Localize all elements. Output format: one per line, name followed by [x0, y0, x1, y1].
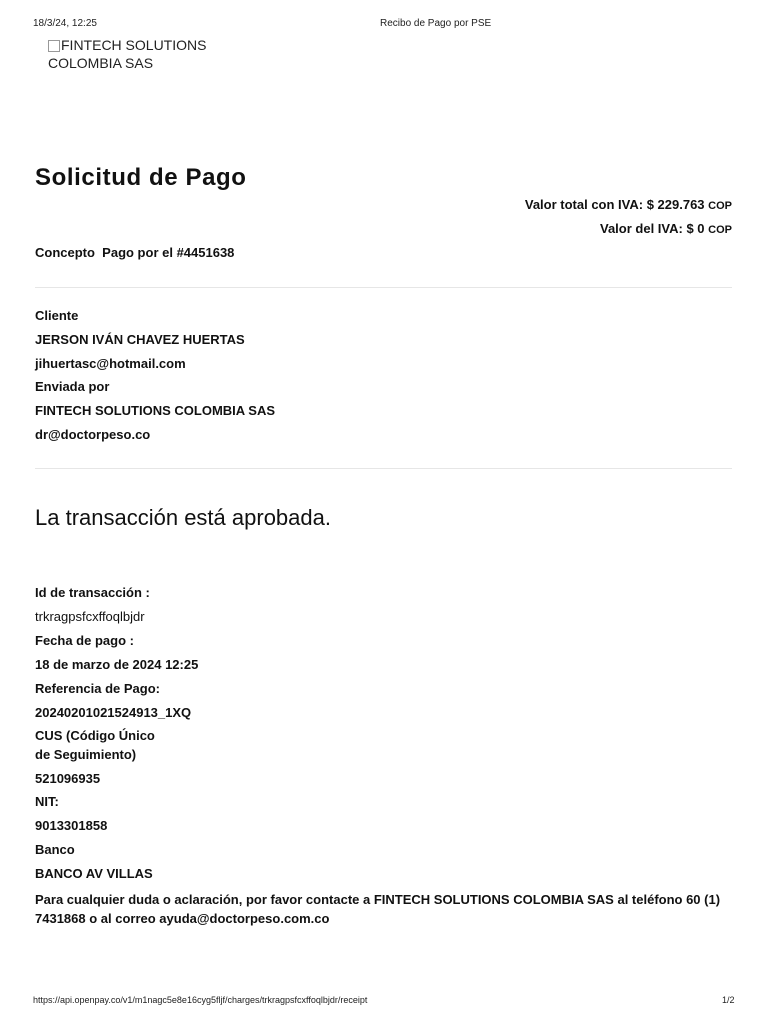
broken-image-icon — [48, 40, 60, 52]
iva-amount: Valor del IVA: $ 0 — [600, 221, 705, 236]
sender-label: Enviada por — [35, 379, 110, 394]
cus-label-line2: de Seguimiento) — [35, 747, 137, 762]
client-email: jihuertasc@hotmail.com — [35, 356, 186, 371]
divider — [35, 287, 732, 288]
print-footer-url: https://api.openpay.co/v1/m1nagc5e8e16cyg5fljf/charges/trkragpsfcxffoqlbjdr/receipt — [33, 995, 368, 1005]
payment-reference-label: Referencia de Pago: — [35, 681, 160, 696]
payment-concept: Concepto Pago por el #4451638 — [35, 245, 235, 260]
nit-value: 9013301858 — [35, 818, 108, 833]
sender-email: dr@doctorpeso.co — [35, 427, 151, 442]
bank-label: Banco — [35, 842, 75, 857]
transaction-id-label: Id de transacción : — [35, 585, 150, 600]
total-amount: Valor total con IVA: $ 229.763 — [524, 197, 705, 212]
page-title: Solicitud de Pago — [35, 164, 247, 191]
payment-date-value: 18 de marzo de 2024 12:25 — [35, 657, 199, 672]
bank-value: BANCO AV VILLAS — [35, 866, 153, 881]
iva-value — [600, 221, 732, 236]
cus-value: 521096935 — [35, 771, 101, 786]
client-label: Cliente — [35, 308, 79, 323]
cus-label-line1: CUS (Código Único — [35, 728, 155, 743]
transaction-status: La transacción está aprobada. — [35, 505, 331, 530]
contact-note: Para cualquier duda o aclaración, por favor contacte a FINTECH SOLUTIONS COLOMBIA SAS al teléfono 60 (1) 7431868 o al correo ayuda@doctorpeso.com.co — [35, 892, 721, 926]
total-currency: COP — [708, 200, 732, 212]
payment-date-label: Fecha de pago : — [35, 633, 134, 648]
print-datetime: 18/3/24, 12:25 — [33, 18, 97, 29]
sender-name: FINTECH SOLUTIONS COLOMBIA SAS — [35, 403, 276, 418]
company-logo — [48, 36, 238, 72]
client-name: JERSON IVÁN CHAVEZ HUERTAS — [35, 332, 245, 347]
print-doc-title: Recibo de Pago por PSE — [380, 18, 492, 29]
divider — [35, 468, 732, 469]
total-with-iva — [525, 197, 732, 212]
logo-alt-text: FINTECH SOLUTIONS COLOMBIA SAS — [48, 37, 207, 71]
iva-currency: COP — [708, 224, 732, 236]
nit-label: NIT: — [35, 794, 59, 809]
payment-reference-value: 20240201021524913_1XQ — [35, 705, 192, 720]
print-page-number: 1/2 — [722, 995, 735, 1005]
transaction-id-value: trkragpsfcxffoqlbjdr — [35, 609, 145, 624]
